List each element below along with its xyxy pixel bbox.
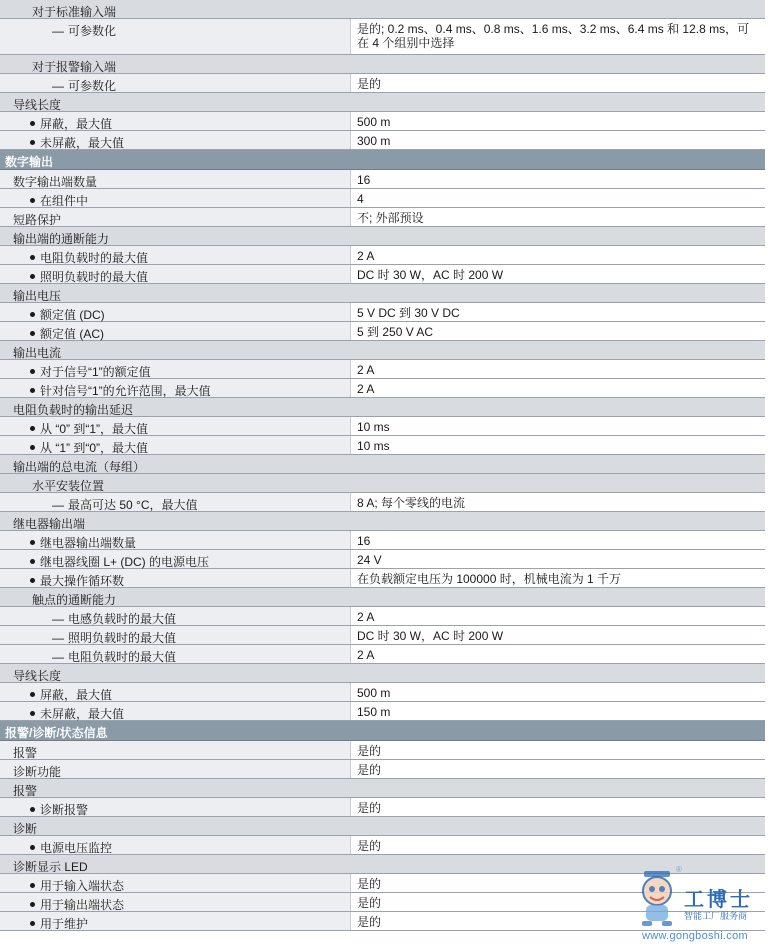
spec-row [0,246,765,265]
row-label: 输出端的通断能力 [13,232,110,246]
dash-icon: — [52,24,64,38]
row-label: 报警/诊断/状态信息 [5,726,108,740]
row-label: 诊断 [13,822,38,836]
group-header [0,512,765,531]
spec-row [0,836,765,855]
row-label: 用于输出端状态 [40,898,125,912]
row-label: 输出电压 [13,289,62,303]
spec-row [0,493,765,512]
dash-icon: — [52,498,64,512]
watermark-url: www.gongboshi.com [642,930,748,942]
group-header [0,664,765,683]
row-value: 是的 [357,801,382,815]
row-label: 可参数化 [68,79,117,93]
row-label: 导线长度 [13,98,62,112]
spec-row [0,131,765,150]
spec-row [0,19,765,55]
spec-row [0,683,765,702]
row-value: 是的 [357,77,382,91]
bullet-icon [30,274,35,279]
row-label: 在组件中 [40,194,89,208]
row-label: 屏蔽，最大值 [40,117,113,131]
spec-row [0,436,765,455]
bullet-icon [30,845,35,850]
bullet-icon [30,902,35,907]
dash-icon: — [52,631,64,645]
dash-icon: — [52,79,64,93]
dash-icon: — [52,650,64,664]
bullet-icon [30,711,35,716]
row-value: 500 m [357,686,391,700]
row-label: 输出端的总电流（每组） [13,460,146,474]
row-label: 诊断报警 [40,803,89,817]
registered-mark: ® [676,865,682,874]
spec-row [0,417,765,436]
row-value: 是的; 0.2 ms、0.4 ms、0.8 ms、1.6 ms、3.2 ms、6.4 ms 和 12.8 ms，可在 4 个组别中选择 [357,22,750,50]
spec-row [0,569,765,588]
row-value: 2 A [357,363,375,377]
spec-row [0,531,765,550]
row-value: 是的 [357,896,382,910]
row-label: 水平安装位置 [32,479,105,493]
bullet-icon [30,312,35,317]
spec-row [0,189,765,208]
group-header [0,455,765,474]
row-label: 对于标准输入端 [32,5,117,19]
bullet-icon [30,121,35,126]
row-label: 照明负载时的最大值 [40,270,149,284]
bullet-icon [30,331,35,336]
row-value: 是的 [357,839,382,853]
bullet-icon [30,540,35,545]
row-label: 数字输出 [5,155,54,169]
row-label: 从 “0” 到“1”，最大值 [40,422,149,436]
row-value: 2 A [357,648,375,662]
row-value: 500 m [357,115,391,129]
spec-row [0,170,765,189]
row-value: 4 [357,192,364,206]
row-value: 16 [357,173,371,187]
row-value: 5 到 250 V AC [357,325,434,339]
group-header [0,284,765,303]
row-label: 输出电流 [13,346,62,360]
spec-row [0,265,765,284]
group-header [0,817,765,836]
row-label: 电源电压监控 [40,841,113,855]
row-label: 继电器输出端数量 [40,536,137,550]
row-value: 2 A [357,249,375,263]
row-label: 报警 [13,784,38,798]
row-label: 最大操作循环数 [40,574,125,588]
spec-row [0,645,765,664]
group-header [0,779,765,798]
group-header [0,398,765,417]
bullet-icon [30,426,35,431]
row-label: 诊断显示 LED [13,860,88,874]
row-label: 继电器输出端 [13,517,86,531]
bullet-icon [30,445,35,450]
row-label: 诊断功能 [13,765,62,779]
spec-row [0,702,765,721]
group-header [0,227,765,246]
row-value: 不; 外部预设 [357,211,424,225]
spec-row [0,208,765,227]
bullet-icon [30,255,35,260]
row-label: 额定值 (AC) [40,327,104,341]
spec-row [0,550,765,569]
spec-row [0,322,765,341]
row-label: 继电器线圈 L+ (DC) 的电源电压 [40,555,210,569]
mascot-logo-icon [634,867,682,929]
bullet-icon [30,140,35,145]
spec-row [0,112,765,131]
spec-row [0,360,765,379]
bullet-icon [30,388,35,393]
row-value: 在负载额定电压为 100000 时，机械电流为 1 千万 [357,572,622,586]
dash-icon: — [52,612,64,626]
row-label: 用于输入端状态 [40,879,125,893]
section-header [0,721,765,741]
row-label: 最高可达 50 °C，最大值 [68,498,198,512]
group-header [0,588,765,607]
row-label: 用于维护 [40,917,89,931]
group-header [0,93,765,112]
row-label: 额定值 (DC) [40,308,105,322]
row-label: 从 “1” 到“0”，最大值 [40,441,149,455]
row-label: 电阻负载时的最大值 [40,251,149,265]
row-value: 300 m [357,134,391,148]
row-label: 报警 [13,746,38,760]
spec-row [0,798,765,817]
watermark-subtitle: 智能工厂服务商 [684,911,748,921]
row-value: 是的 [357,763,382,777]
section-header [0,150,765,170]
row-label: 电感负载时的最大值 [68,612,177,626]
row-label: 未屏蔽，最大值 [40,707,125,721]
row-label: 屏蔽，最大值 [40,688,113,702]
row-label: 数字输出端数量 [13,175,98,189]
row-label: 导线长度 [13,669,62,683]
row-label: 对于信号“1”的额定值 [40,365,151,379]
group-header [0,474,765,493]
bullet-icon [30,369,35,374]
row-label: 短路保护 [13,213,62,227]
row-value: 150 m [357,705,391,719]
row-label: 可参数化 [68,24,117,38]
row-value: 10 ms [357,439,390,453]
group-header [0,341,765,360]
watermark-brand: 工博士 [684,887,753,911]
row-label: 照明负载时的最大值 [68,631,177,645]
spec-row [0,741,765,760]
row-label: 电阻负载时的输出延迟 [13,403,134,417]
bullet-icon [30,807,35,812]
bullet-icon [30,559,35,564]
bullet-icon [30,578,35,583]
row-value: 10 ms [357,420,390,434]
spec-row [0,379,765,398]
row-value: 16 [357,534,371,548]
spec-row [0,303,765,322]
row-value: 24 V [357,553,382,567]
spec-row [0,626,765,645]
bullet-icon [30,883,35,888]
row-value: 8 A; 每个零线的电流 [357,496,466,510]
spec-row [0,74,765,93]
row-label: 针对信号“1”的允许范围，最大值 [40,384,211,398]
row-value: 是的 [357,877,382,891]
row-value: DC 时 30 W，AC 时 200 W [357,268,504,282]
group-header [0,55,765,74]
watermark [632,863,766,947]
row-value: 2 A [357,610,375,624]
row-value: 是的 [357,915,382,929]
row-value: 2 A [357,382,375,396]
bullet-icon [30,921,35,926]
bullet-icon [30,692,35,697]
row-value: 5 V DC 到 30 V DC [357,306,460,320]
spec-row [0,760,765,779]
group-header [0,0,765,19]
row-label: 触点的通断能力 [32,593,117,607]
row-value: DC 时 30 W，AC 时 200 W [357,629,504,643]
row-label: 电阻负载时的最大值 [68,650,177,664]
spec-row [0,607,765,626]
row-value: 是的 [357,744,382,758]
row-label: 未屏蔽，最大值 [40,136,125,150]
row-label: 对于报警输入端 [32,60,117,74]
bullet-icon [30,198,35,203]
